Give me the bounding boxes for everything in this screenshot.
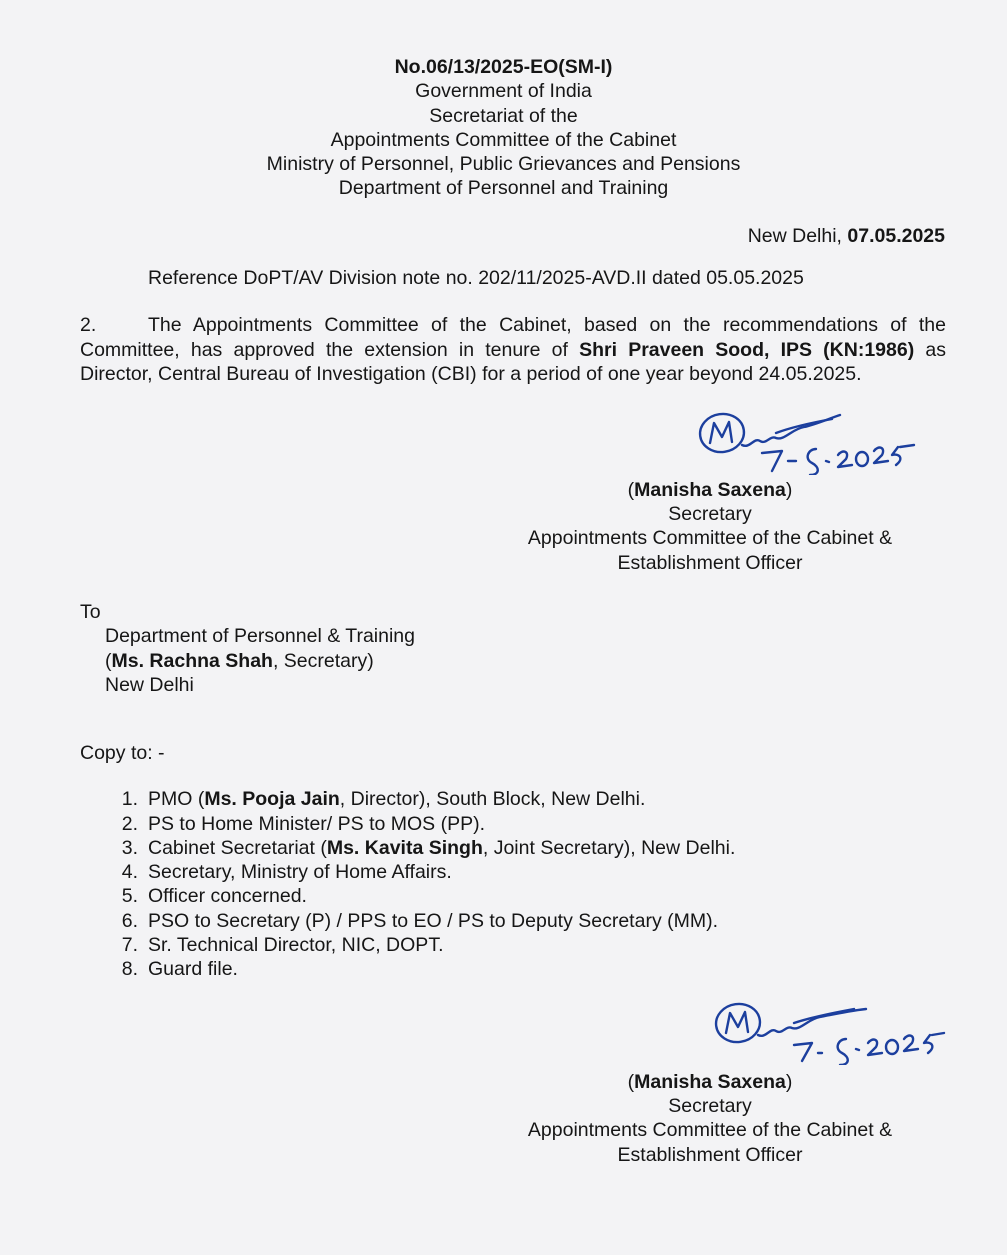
copy-to-item bbox=[80, 884, 735, 908]
to-label: To bbox=[80, 601, 101, 623]
signature-block-2 bbox=[480, 1070, 940, 1167]
signatory-open-paren: ( bbox=[627, 1071, 635, 1093]
copy-to-item bbox=[80, 909, 735, 933]
header-line-secretariat: Secretariat of the bbox=[429, 104, 578, 127]
copy-to-item-text: Secretary, Ministry of Home Affairs. bbox=[148, 861, 452, 884]
copy-to-item bbox=[80, 787, 735, 811]
header-line-government: Government of India bbox=[415, 80, 592, 103]
copy-to-item bbox=[80, 836, 735, 860]
copy-to-item-text: Cabinet Secretariat (Ms. Kavita Singh, Joint Secretary), New Delhi. bbox=[148, 836, 736, 859]
letter-header bbox=[0, 55, 1007, 201]
copy-to-item-text: PMO (Ms. Pooja Jain, Director), South Block, New Delhi. bbox=[148, 788, 646, 811]
signatory-open-paren: ( bbox=[627, 479, 635, 501]
reference-line: Reference DoPT/AV Division note no. 202/11/2025-AVD.II dated 05.05.2025 bbox=[148, 267, 804, 289]
copy-to-item-number: 8. bbox=[121, 958, 138, 981]
handwritten-signature-2 bbox=[708, 995, 948, 1065]
copy-to-item-text: PS to Home Minister/ PS to MOS (PP). bbox=[148, 812, 486, 835]
copy-to-item-number: 7. bbox=[121, 934, 138, 957]
signature-block-1 bbox=[480, 478, 940, 575]
copy-to-item-text: Guard file. bbox=[148, 958, 238, 981]
handwritten-signature-1 bbox=[692, 405, 924, 475]
signatory-designation-2: Establishment Officer bbox=[617, 1143, 803, 1166]
copy-to-item bbox=[80, 933, 735, 957]
copy-to-officer-name: Ms. Kavita Singh bbox=[326, 836, 483, 859]
copy-to-item-text: Sr. Technical Director, NIC, DOPT. bbox=[148, 934, 444, 957]
addressee-block bbox=[80, 600, 415, 697]
addressee-officer-name: Ms. Rachna Shah bbox=[111, 649, 273, 672]
copy-to-item-number: 1. bbox=[121, 788, 138, 811]
signatory-title: Secretary bbox=[668, 1095, 752, 1118]
copy-to-item-number: 6. bbox=[121, 909, 138, 932]
copy-to-list bbox=[80, 787, 735, 981]
copy-to-item-number: 2. bbox=[121, 812, 138, 835]
signatory-close-paren: ) bbox=[785, 479, 793, 501]
officer-name: Shri Praveen Sood, IPS (KN:1986) bbox=[579, 338, 915, 361]
signatory-name: Manisha Saxena bbox=[634, 479, 786, 501]
addressee-officer: (Ms. Rachna Shah, Secretary) bbox=[105, 649, 374, 672]
signatory-designation: Appointments Committee of the Cabinet & bbox=[527, 1119, 893, 1142]
header-line-ministry: Ministry of Personnel, Public Grievances and Pensions bbox=[266, 153, 741, 176]
signatory-designation-2: Establishment Officer bbox=[617, 551, 803, 574]
header-line-acc: Appointments Committee of the Cabinet bbox=[330, 128, 677, 151]
signatory-name: Manisha Saxena bbox=[634, 1071, 786, 1093]
order-paragraph bbox=[80, 313, 946, 387]
copy-to-item bbox=[80, 860, 735, 884]
date-place: New Delhi, bbox=[747, 225, 848, 247]
paragraph-text-after: as Director, Central Bureau of Investigation (CBI) for a period of one year beyond 24.05.2025. bbox=[80, 338, 946, 385]
copy-to-block bbox=[80, 741, 735, 982]
file-number: No.06/13/2025-EO(SM-I) bbox=[394, 56, 613, 78]
addressee-city: New Delhi bbox=[105, 673, 194, 696]
signatory-close-paren: ) bbox=[785, 1071, 793, 1093]
copy-to-item-text: PSO to Secretary (P) / PPS to EO / PS to Deputy Secretary (MM). bbox=[148, 909, 719, 932]
date-value: 07.05.2025 bbox=[847, 225, 945, 247]
signatory-title: Secretary bbox=[668, 503, 752, 526]
copy-to-label: Copy to: - bbox=[80, 742, 165, 764]
copy-to-item-number: 5. bbox=[121, 885, 138, 908]
copy-to-officer-name: Ms. Pooja Jain bbox=[204, 788, 340, 811]
header-line-department: Department of Personnel and Training bbox=[338, 177, 669, 200]
copy-to-item-number: 4. bbox=[121, 861, 138, 884]
copy-to-item-text: Officer concerned. bbox=[148, 885, 307, 908]
date-line bbox=[748, 225, 945, 248]
paragraph-text-before: The Appointments Committee of the Cabinet, based on the recommendations of the Committee, has approved the extension in tenure of bbox=[80, 314, 946, 361]
signatory-designation: Appointments Committee of the Cabinet & bbox=[527, 527, 893, 550]
copy-to-item-number: 3. bbox=[121, 836, 138, 859]
copy-to-item bbox=[80, 812, 735, 836]
copy-to-item bbox=[80, 957, 735, 981]
paragraph-number: 2. bbox=[80, 314, 97, 336]
addressee-department: Department of Personnel & Training bbox=[105, 625, 416, 648]
